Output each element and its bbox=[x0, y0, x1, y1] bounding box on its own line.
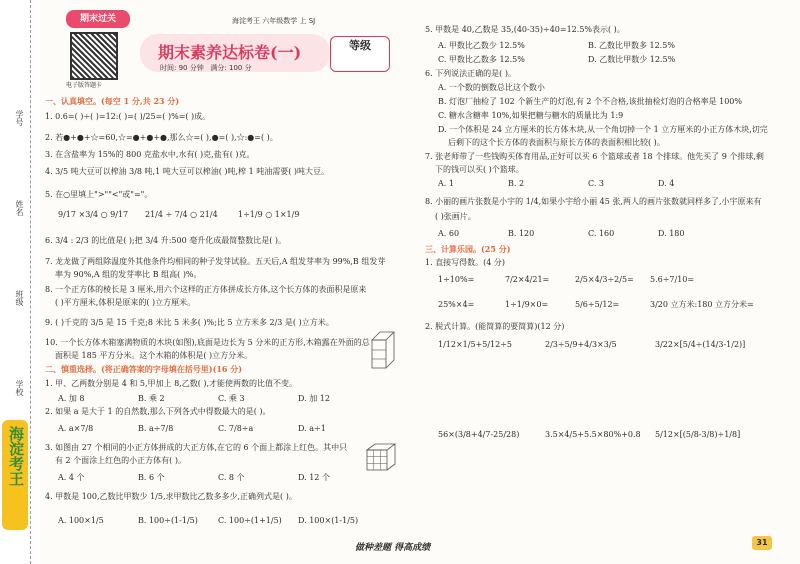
q8-line1: 8. 一个正方体的棱长是 3 厘米,用六个这样的正方体拼成长方体,这个长方体的表面积是原来 bbox=[45, 285, 367, 294]
q7-line2: 率为 90%,A 组的发芽率比 B 组高( )%。 bbox=[55, 270, 202, 279]
c1-r2-a: 25%×4= bbox=[438, 300, 475, 309]
c1-r1-c: 2/5×4/3÷2/5= bbox=[575, 275, 634, 284]
time-limit: 时间: 90 分钟 bbox=[160, 64, 204, 72]
q8-line2: ( )平方厘米,体积是原来的( )立方厘米。 bbox=[55, 298, 196, 307]
m3-opt-b[interactable]: B. 6 个 bbox=[138, 473, 165, 482]
m2: 2. 如果 a 是大于 1 的自然数,那么下列各式中得数最大的是( )。 bbox=[45, 407, 271, 416]
m6-opt-d-cont: 后剩下的这个长方体的表面积与原长方体的表面积相比较( )。 bbox=[448, 138, 665, 147]
qr-caption: 电子版答题卡 bbox=[66, 82, 103, 89]
q3: 3. 在含盐率为 15%的 800 克盐水中,水有( )克,盐有( )克。 bbox=[45, 150, 255, 159]
m6-opt-d[interactable]: D. 一个体积是 24 立方厘米的长方体木块,从一个角切掉一个 1 立方厘米的小正方体木块,切完 bbox=[438, 125, 768, 134]
c2-r1-c: 3/22×[5/4÷(14/3-1/2)] bbox=[655, 340, 746, 349]
box-figure bbox=[370, 330, 396, 370]
c2: 2. 脱式计算。(能简算的要简算)(12 分) bbox=[425, 322, 565, 331]
q10-line1: 10. 一个长方体木箱塞满物质的木块(如图),底面是边长为 5 分米的正方形,木箱露在外面的总 bbox=[45, 338, 370, 347]
c2-r2-a: 56×(3/8+4/7-25/28) bbox=[438, 430, 520, 439]
m3-opt-a[interactable]: A. 4 个 bbox=[58, 473, 85, 482]
c1-r1-a: 1÷10%= bbox=[438, 275, 475, 284]
m7-line2: 下的钱可以买( )个篮球。 bbox=[435, 165, 524, 174]
m8-line1: 8. 小丽的画片张数是小宇的 1/4,如果小宇给小丽 45 张,两人的画片张数就同样多了,小宇原来有 bbox=[425, 197, 762, 206]
m7-opt-d[interactable]: D. 4 bbox=[658, 179, 675, 188]
m4-opt-b[interactable]: B. 100÷(1-1/5) bbox=[138, 516, 198, 525]
m6: 6. 下列说法正确的是( )。 bbox=[425, 69, 516, 78]
q5: 5. 在○里填上">""<"或"="。 bbox=[45, 190, 153, 199]
m4: 4. 甲数是 100,乙数比甲数少 1/5,求甲数比乙数多多少,正确列式是( )。 bbox=[45, 492, 297, 501]
cut-line bbox=[30, 0, 31, 564]
exam-meta bbox=[160, 63, 252, 73]
m8-opt-c[interactable]: C. 160 bbox=[588, 229, 615, 238]
m6-opt-c[interactable]: C. 糖水含糖率 10%,如果把糖与糖水的质量比为 1:9 bbox=[438, 111, 624, 120]
m2-opt-c[interactable]: C. 7/8÷a bbox=[218, 424, 254, 433]
label-name: 姓名 bbox=[15, 200, 24, 216]
m3-line1: 3. 如图由 27 个相同的小正方体拼成的大正方体,在它的 6 个面上都涂上红色。其中只 bbox=[45, 443, 348, 452]
m5-opt-a[interactable]: A. 甲数比乙数少 12.5% bbox=[438, 41, 525, 50]
brand-logo bbox=[2, 420, 28, 530]
label-student-no: 学号 bbox=[15, 110, 24, 126]
section-choice: 二、慎重选择。(将正确答案的字母填在括号里)(16 分) bbox=[45, 364, 243, 374]
m4-opt-c[interactable]: C. 100÷(1+1/5) bbox=[218, 516, 282, 525]
q7-line1: 7. 龙龙做了两组除温度外其他条件均相同的种子发芽试验。五天后,A 组发芽率为 99%,B 组发芽 bbox=[45, 257, 386, 266]
qr-code[interactable] bbox=[70, 32, 118, 80]
page-title: 期末素养达标卷(一) bbox=[158, 43, 302, 62]
m5-opt-d[interactable]: D. 乙数比甲数少 12.5% bbox=[588, 55, 676, 64]
c2-r2-b: 3.5×4/5+5.5×80%+0.8 bbox=[545, 430, 641, 439]
c1-r1-b: 7/2×4/21= bbox=[505, 275, 550, 284]
m8-opt-b[interactable]: B. 120 bbox=[508, 229, 535, 238]
q5-compare-b: 21/4 ÷ 7/4 ○ 21/4 bbox=[145, 210, 218, 219]
c1-r2-c: 5/6÷5/12= bbox=[575, 300, 620, 309]
q1: 1. 0.6=( )÷( )=12:( )=( )/25=( )%=( )成。 bbox=[45, 112, 211, 121]
brand-logo-text: 海淀考王 bbox=[7, 426, 25, 486]
header-info bbox=[232, 16, 315, 26]
m7-opt-c[interactable]: C. 3 bbox=[588, 179, 605, 188]
term: 上 bbox=[299, 17, 307, 25]
m5-opt-c[interactable]: C. 甲数比乙数多 12.5% bbox=[438, 55, 525, 64]
m5-opt-b[interactable]: B. 乙数比甲数多 12.5% bbox=[588, 41, 675, 50]
grade-box bbox=[330, 36, 390, 72]
cube-figure bbox=[365, 442, 397, 472]
m1-opt-d[interactable]: D. 加 12 bbox=[298, 394, 330, 403]
m2-opt-a[interactable]: A. a×7/8 bbox=[58, 424, 94, 433]
c2-r1-a: 1/12×1/5+5/12÷5 bbox=[438, 340, 513, 349]
grade-label: 等级 bbox=[349, 39, 371, 52]
q10-line2: 面积是 185 平方分米。这个木箱的体积是( )立方分米。 bbox=[55, 351, 253, 360]
section-fill-blank: 一、认真填空。(每空 1 分,共 23 分) bbox=[45, 96, 180, 106]
m3-opt-d[interactable]: D. 12 个 bbox=[298, 473, 330, 482]
edition: SJ bbox=[308, 17, 316, 25]
label-class: 班级 bbox=[15, 290, 24, 306]
m2-opt-b[interactable]: B. a÷7/8 bbox=[138, 424, 174, 433]
page-number: 31 bbox=[752, 536, 772, 550]
grade-subject: 六年级数学 bbox=[262, 17, 298, 25]
m5: 5. 甲数是 40,乙数是 35,(40-35)÷40=12.5%表示( )。 bbox=[425, 25, 625, 34]
c1-r2-b: 1÷1/9×0= bbox=[505, 300, 549, 309]
c1-r1-d: 5.6÷7/10= bbox=[650, 275, 695, 284]
m7-opt-a[interactable]: A. 1 bbox=[438, 179, 454, 188]
m8-opt-a[interactable]: A. 60 bbox=[438, 229, 460, 238]
m4-opt-a[interactable]: A. 100×1/5 bbox=[58, 516, 104, 525]
m3-opt-c[interactable]: C. 8 个 bbox=[218, 473, 245, 482]
header-badge bbox=[66, 10, 130, 28]
full-score: 满分: 100 分 bbox=[210, 64, 252, 72]
m7-opt-b[interactable]: B. 2 bbox=[508, 179, 525, 188]
m6-opt-a[interactable]: A. 一个数的倒数总比这个数小 bbox=[438, 83, 545, 92]
header-badge-text: 期末过关 bbox=[79, 14, 116, 24]
q5-compare-a: 9/17 ×3/4 ○ 9/17 bbox=[58, 210, 129, 219]
c2-r1-b: 2/3÷5/9+4/3×3/5 bbox=[545, 340, 617, 349]
m8-line2: ( )张画片。 bbox=[435, 212, 476, 221]
footer-slogan: 做种差题 得高成绩 bbox=[355, 543, 431, 553]
m6-opt-b[interactable]: B. 灯泡厂抽检了 102 个新生产的灯泡,有 2 个不合格,该批抽检灯泡的合格率是 100% bbox=[438, 97, 742, 106]
section-calc: 三、计算乐园。(25 分) bbox=[425, 244, 511, 254]
q4: 4. 3/5 吨大豆可以榨油 3/8 吨,1 吨大豆可以榨油( )吨,榨 1 吨油需要( )吨大豆。 bbox=[45, 167, 330, 176]
c1: 1. 直接写得数。(4 分) bbox=[425, 258, 506, 267]
m7-line1: 7. 张老师带了一些钱购买体育用品,正好可以买 6 个篮球或者 18 个排球。他先买了 9 个排球,剩 bbox=[425, 152, 764, 161]
q5-compare-c: 1÷1/9 ○ 1×1/9 bbox=[238, 210, 300, 219]
q9: 9. ( )千克的 3/5 是 15 千克;8 米比 5 米多( )%;比 5 立方米多 2/3 是( )立方米。 bbox=[45, 318, 334, 327]
q6: 6. 3/4 : 2/3 的比值是( );把 3/4 升:500 毫升化成最简整数比是( )。 bbox=[45, 236, 286, 245]
m2-opt-d[interactable]: D. a÷1 bbox=[298, 424, 326, 433]
c2-r2-c: 5/12×[(5/8-3/8)÷1/8] bbox=[655, 430, 741, 439]
label-school: 学校 bbox=[15, 380, 24, 396]
m1-opt-a[interactable]: A. 加 8 bbox=[58, 394, 85, 403]
m3-line2: 有 2 个面涂上红色的小正方体有( )。 bbox=[55, 456, 186, 465]
m1-opt-c[interactable]: C. 乘 3 bbox=[218, 394, 245, 403]
m1: 1. 甲、乙两数分别是 4 和 5,甲加上 8,乙数( ),才能使两数的比值不变。 bbox=[45, 379, 298, 388]
m8-opt-d[interactable]: D. 180 bbox=[658, 229, 685, 238]
m1-opt-b[interactable]: B. 乘 2 bbox=[138, 394, 165, 403]
m4-opt-d[interactable]: D. 100×(1-1/5) bbox=[298, 516, 359, 525]
c1-r2-d: 3/20 立方米:180 立方分米= bbox=[650, 300, 754, 309]
q2: 2. 若●+●+☆=60,☆=●+●+●,那么☆=( ),●=( ),☆:●=( )。 bbox=[45, 133, 278, 142]
brand-name: 海淀考王 bbox=[232, 17, 260, 25]
